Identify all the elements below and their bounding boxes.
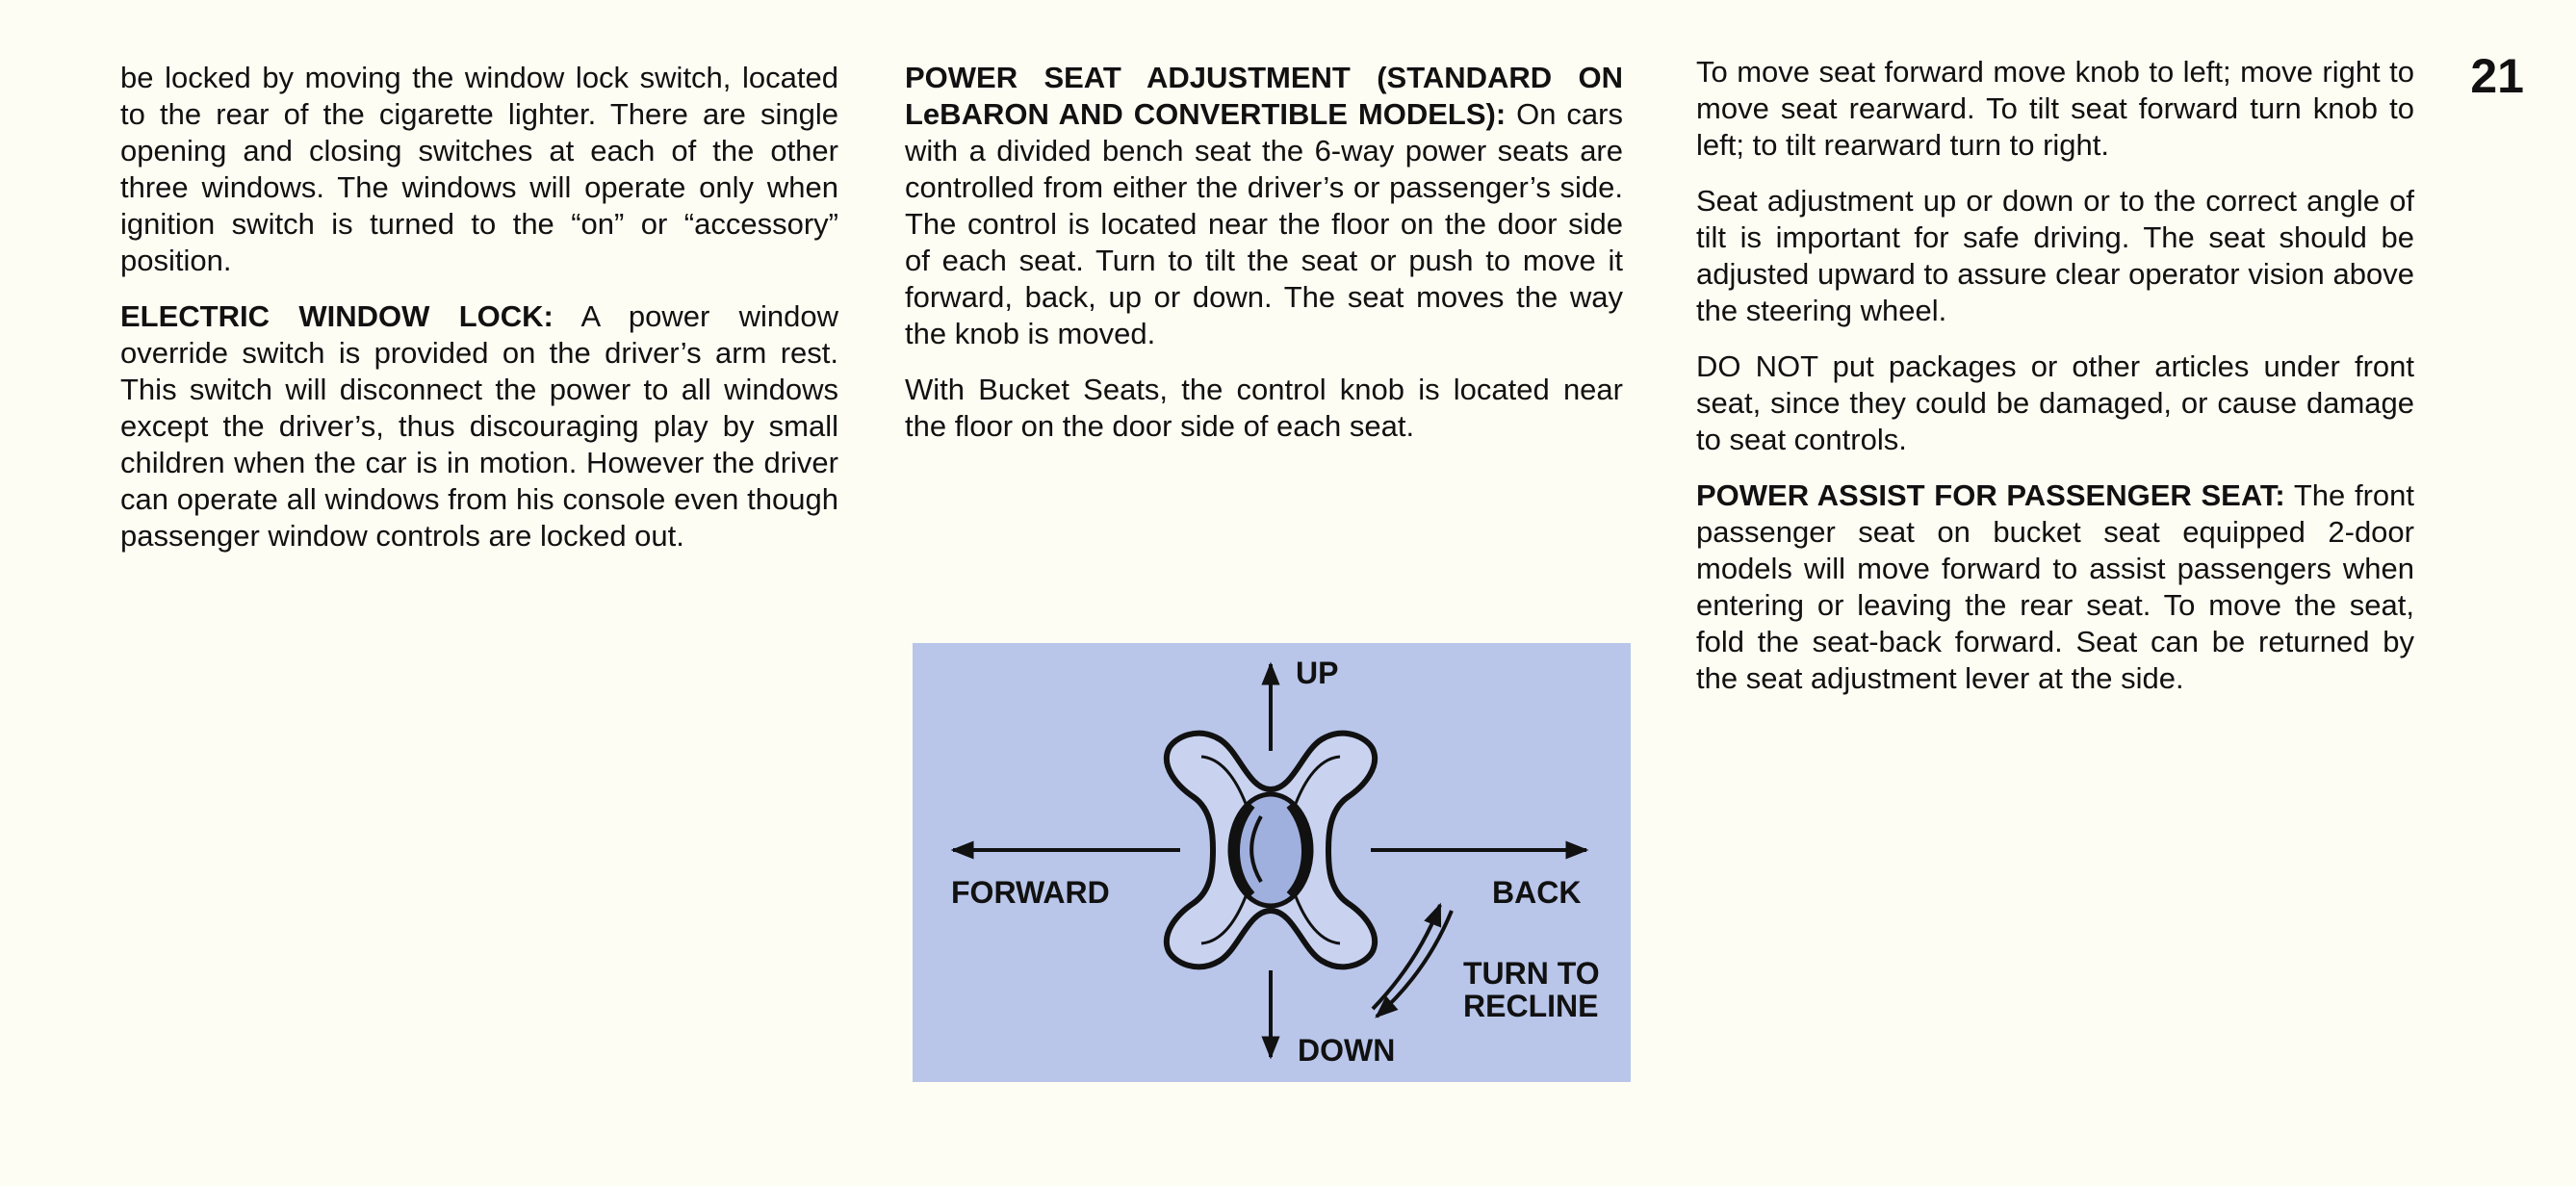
paragraph-window-lock-switch: be locked by moving the window lock switch, located to the rear of the cigarette lighter. There are single opening and closing switches at each of the other three windows. The windows will operate only when ignition switch is turned to the “on” or “accessory” position. (120, 61, 838, 277)
paragraph-seat-adjustment-safety: Seat adjustment up or down or to the correct angle of tilt is important for safe driving. The seat should be adjusted upward to assure clear operator vision above the steering wheel. (1696, 184, 2414, 327)
body-power-seat-adjustment: On cars with a divided bench seat the 6-way power seats are controlled from either the driver’s or passenger’s side. The control is located near the floor on the door side of each seat. Turn to tilt the seat or push to move it forward, back, up or down. The seat moves the way the knob is moved. (905, 97, 1623, 350)
heading-power-seat-adjustment: POWER SEAT ADJUSTMENT (STANDARD ON LeBARON AND CONVERTIBLE MODELS): (905, 61, 1623, 131)
column-left (120, 60, 838, 574)
paragraph-electric-window-lock (120, 298, 838, 554)
recline-arrow-down (1377, 911, 1452, 1017)
paragraph-power-assist (1696, 477, 2414, 697)
paragraph-do-not-put-packages: DO NOT put packages or other articles under front seat, since they could be damaged, or cause damage to seat controls. (1696, 349, 2414, 456)
paragraph-move-seat: To move seat forward move knob to left; move right to move seat rearward. To tilt seat forward turn knob to left; to tilt rearward turn to right. (1696, 55, 2414, 162)
paragraph-bucket-seats: With Bucket Seats, the control knob is located near the floor on the door side of each seat. (905, 373, 1623, 443)
label-turn-to: TURN TO (1463, 956, 1600, 991)
column-right (1696, 54, 2414, 716)
seat-knob-illustration (913, 643, 1631, 1082)
seat-control-knob-icon (1167, 734, 1375, 967)
body-electric-window-lock: A power window override switch is provided on the driver’s arm rest. This switch will disconnect the power to all windows except the driver’s, thus discouraging play by small children when the car is in motion. However the driver can operate all windows from his console even though passenger window controls are locked out. (120, 299, 838, 553)
heading-electric-window-lock: ELECTRIC WINDOW LOCK: (120, 299, 554, 333)
label-back: BACK (1492, 875, 1582, 910)
page-number: 21 (2470, 49, 2524, 103)
column-middle (905, 60, 1623, 464)
paragraph-power-seat-adjustment (905, 60, 1623, 352)
body-power-assist: The front passenger seat on bucket seat equipped 2-door models will move forward to assist passengers when entering or leaving the rear seat. To move the seat, fold the seat-back forward. Seat can be returned by the seat adjustment lever at the side. (1696, 478, 2414, 695)
label-recline: RECLINE (1463, 989, 1599, 1023)
label-forward: FORWARD (951, 875, 1110, 910)
label-up: UP (1296, 656, 1339, 690)
heading-power-assist: POWER ASSIST FOR PASSENGER SEAT: (1696, 478, 2285, 512)
label-down: DOWN (1298, 1033, 1396, 1068)
seat-control-diagram (913, 643, 1631, 1082)
